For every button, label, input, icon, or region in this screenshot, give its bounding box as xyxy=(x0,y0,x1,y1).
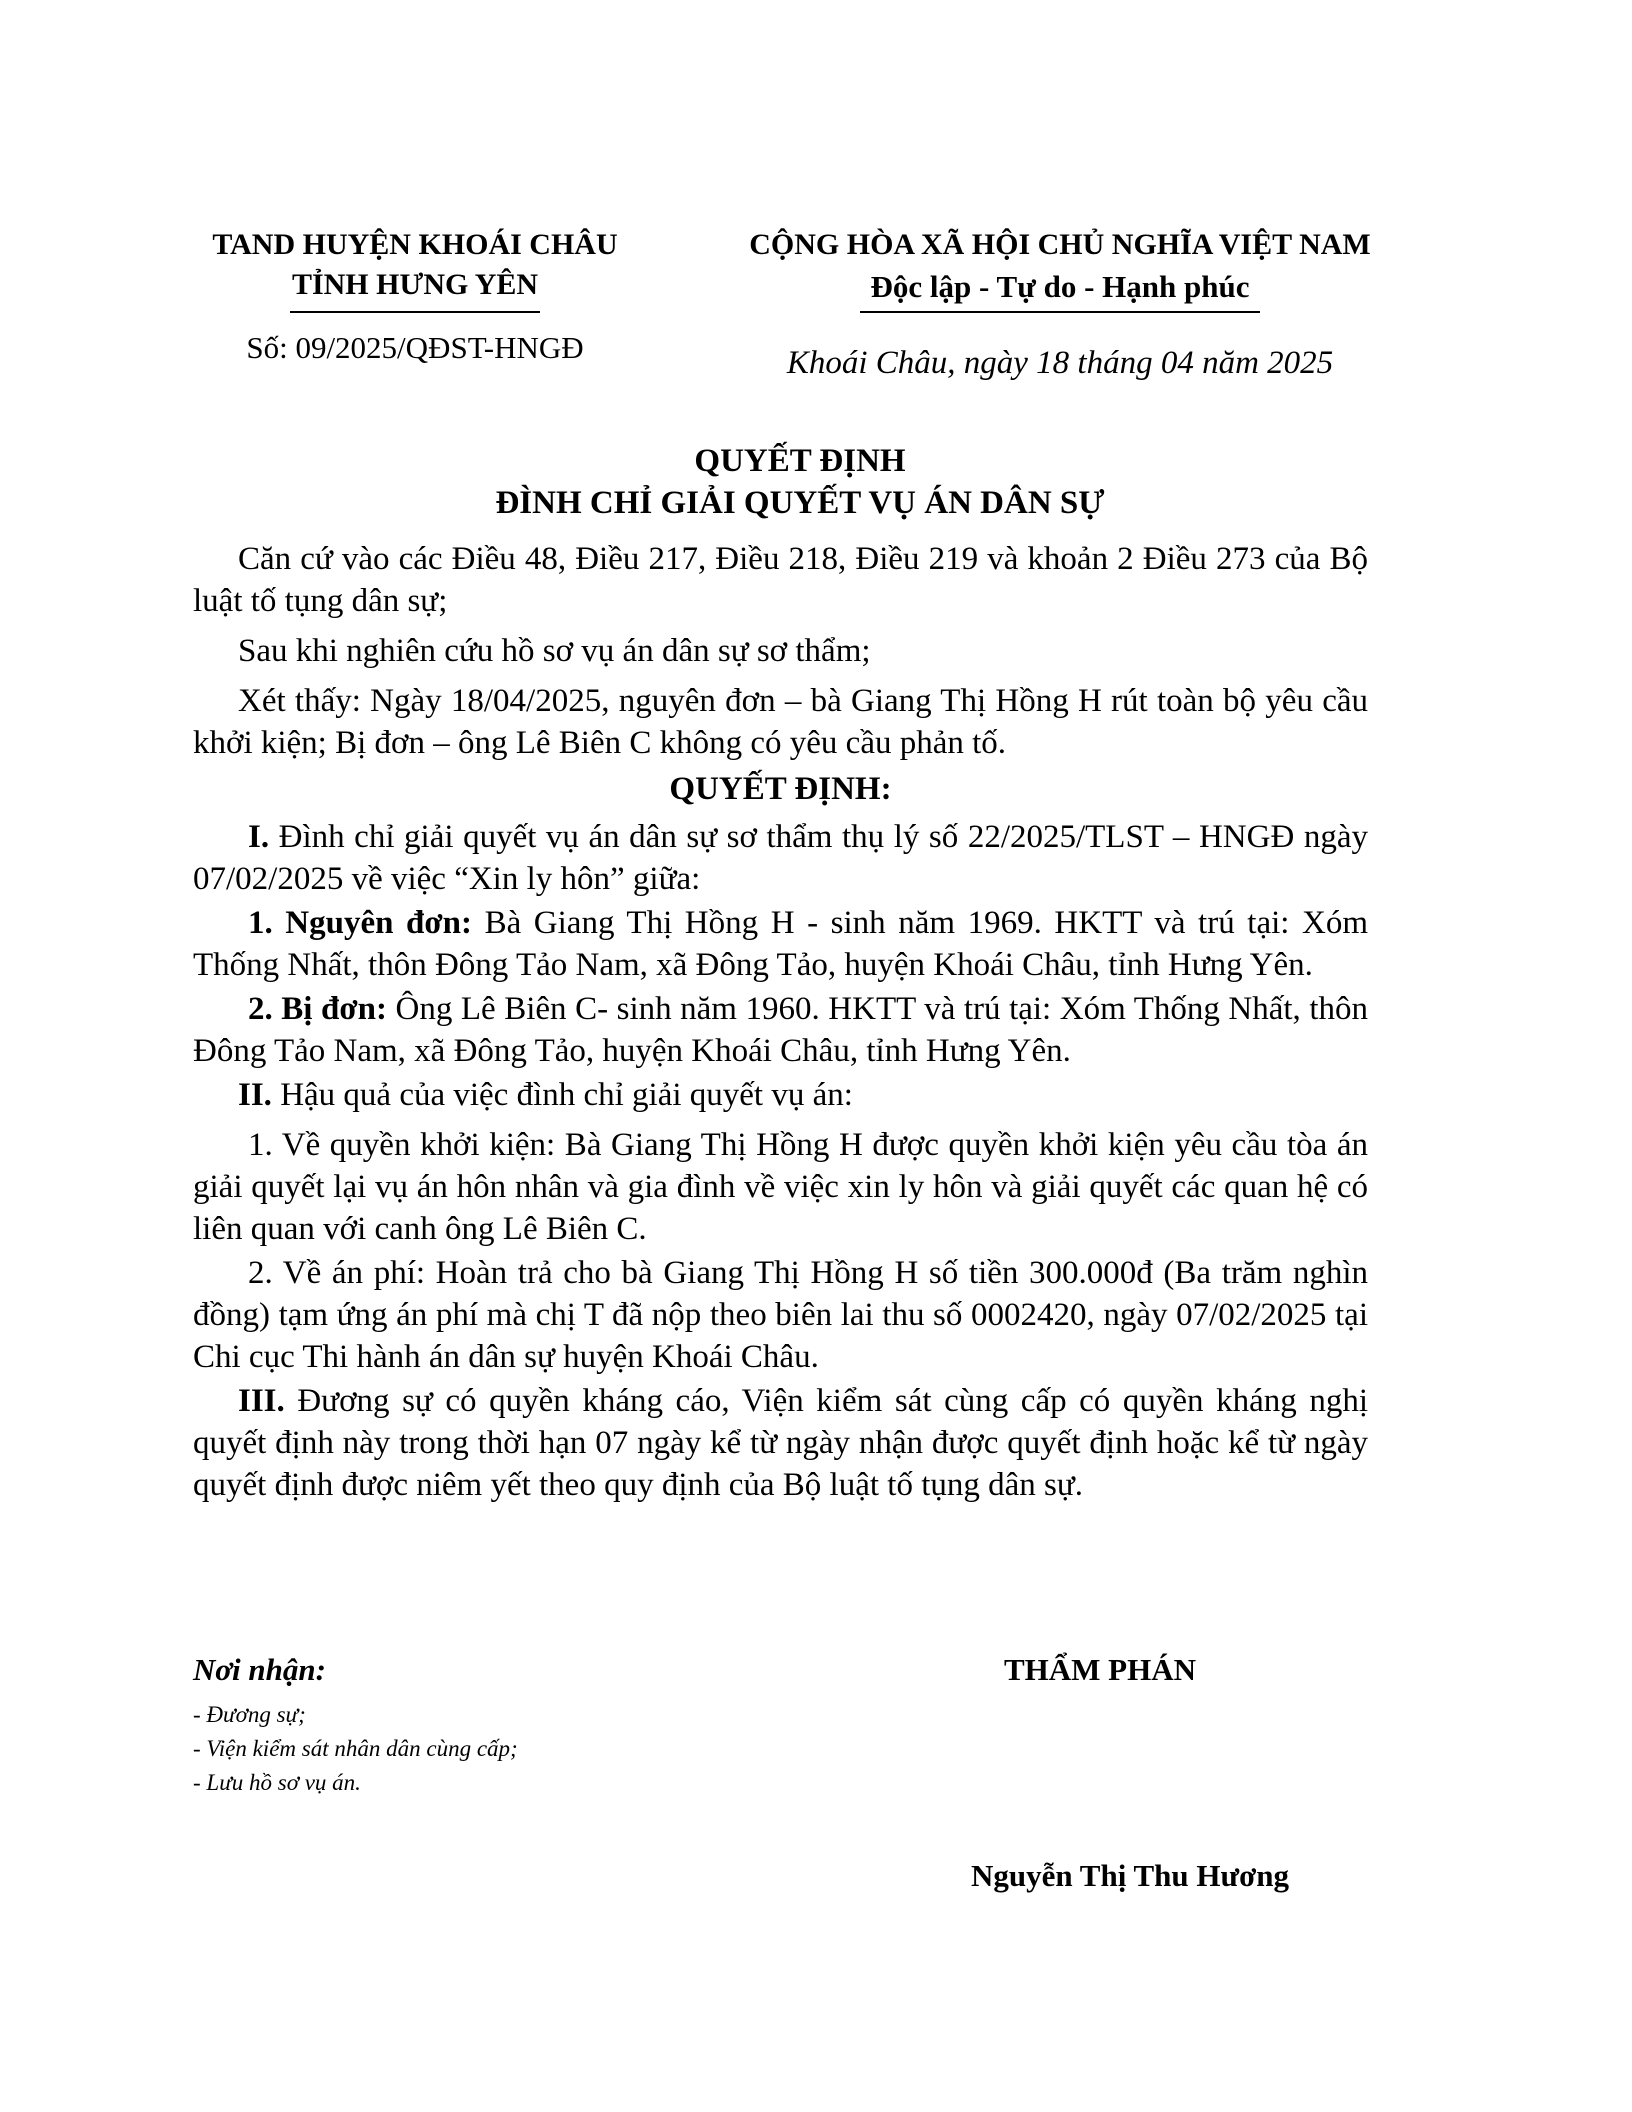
legal-basis-paragraph: Căn cứ vào các Điều 48, Điều 217, Điều 218, Điều 219 và khoản 2 Điều 273 của Bộ luật tố tụng dân sự; xyxy=(193,541,1368,619)
court-fee-paragraph: 2. Về án phí: Hoàn trả cho bà Giang Thị Hồng H số tiền 300.000đ (Ba trăm nghìn đồng) tạm ứng án phí mà chị T đã nộp theo biên lai thu số 0002420, ngày 07/02/2025 tại Chi cục Thi hành án dân sự huyện Khoái Châu. xyxy=(193,1255,1368,1375)
title-line-1: QUYẾT ĐỊNH xyxy=(694,443,906,479)
section-1-text: Đình chỉ giải quyết vụ án dân sự sơ thẩm thụ lý số 22/2025/TLST – HNGĐ ngày 07/02/2025 về việc “Xin ly hôn” giữa: xyxy=(193,819,1368,897)
nation-name: CỘNG HÒA XÃ HỘI CHỦ NGHĨA VIỆT NAM xyxy=(749,228,1371,261)
defendant-paragraph xyxy=(193,988,1368,1072)
plaintiff-paragraph xyxy=(193,902,1368,986)
section-2-paragraph xyxy=(193,1074,1368,1116)
court-name: TAND HUYỆN KHOÁI CHÂU xyxy=(212,228,618,261)
national-header xyxy=(710,225,1410,313)
defendant-text: Ông Lê Biên C- sinh năm 1960. HKTT và trú tại: Xóm Thống Nhất, thôn Đông Tảo Nam, xã Đông Tảo, huyện Khoái Châu, tỉnh Hưng Yên. xyxy=(193,991,1368,1069)
signer-name: Nguyễn Thị Thu Hương xyxy=(970,1858,1290,1893)
section-2-label: II. xyxy=(238,1077,272,1113)
motto-underline xyxy=(860,311,1260,313)
recipients-label: Nơi nhận: xyxy=(193,1652,326,1687)
judge-title: THẨM PHÁN xyxy=(1003,1652,1196,1687)
section-1-label: I. xyxy=(248,819,270,855)
document-body xyxy=(193,538,1368,1514)
recipient-item: - Lưu hồ sơ vụ án. xyxy=(193,1770,361,1795)
plaintiff-label: 1. Nguyên đơn: xyxy=(248,905,473,941)
section-2-text: Hậu quả của việc đình chỉ giải quyết vụ án: xyxy=(271,1077,853,1113)
court-province: TỈNH HƯNG YÊN xyxy=(291,268,539,301)
section-1-paragraph xyxy=(193,816,1368,900)
lawsuit-right-paragraph: 1. Về quyền khởi kiện: Bà Giang Thị Hồng H được quyền khởi kiện yêu cầu tòa án giải quyết lại vụ án hôn nhân và gia đình về việc xin ly hôn và giải quyết các quan hệ có liên quan với canh ông Lê Biên C. xyxy=(193,1127,1368,1247)
court-underline xyxy=(290,311,540,313)
consideration-paragraph: Xét thấy: Ngày 18/04/2025, nguyên đơn – bà Giang Thị Hồng H rút toàn bộ yêu cầu khởi kiện; Bị đơn – ông Lê Biên C không có yêu cầu phản tố. xyxy=(193,683,1368,761)
study-paragraph: Sau khi nghiên cứu hồ sơ vụ án dân sự sơ thẩm; xyxy=(238,633,871,669)
plaintiff-text: Bà Giang Thị Hồng H - sinh năm 1969. HKTT và trú tại: Xóm Thống Nhất, thôn Đông Tảo Nam, xã Đông Tảo, huyện Khoái Châu, tỉnh Hưng Yên. xyxy=(193,905,1368,983)
defendant-label: 2. Bị đơn: xyxy=(248,991,387,1027)
title-line-2: ĐÌNH CHỈ GIẢI QUYẾT VỤ ÁN DÂN SỰ xyxy=(495,485,1105,521)
document-title xyxy=(180,440,1420,524)
document-number: Số: 09/2025/QĐST-HNGĐ xyxy=(246,330,584,365)
section-3-text: Đương sự có quyền kháng cáo, Viện kiểm sát cùng cấp có quyền kháng nghị quyết định này trong thời hạn 07 ngày kể từ ngày nhận được quyết định hoặc kể từ ngày quyết định được niêm yết theo quy định của Bộ luật tố tụng dân sự. xyxy=(193,1383,1368,1503)
recipient-item: - Đương sự; xyxy=(193,1702,306,1727)
national-motto: Độc lập - Tự do - Hạnh phúc xyxy=(870,269,1250,304)
decision-heading: QUYẾT ĐỊNH: xyxy=(669,771,892,807)
recipient-item: - Viện kiểm sát nhân dân cùng cấp; xyxy=(193,1736,518,1761)
court-header xyxy=(180,225,650,313)
section-3-label: III. xyxy=(238,1383,285,1419)
section-3-paragraph xyxy=(193,1380,1368,1506)
recipients-block xyxy=(193,1652,753,1800)
place-date: Khoái Châu, ngày 18 tháng 04 năm 2025 xyxy=(786,345,1334,381)
